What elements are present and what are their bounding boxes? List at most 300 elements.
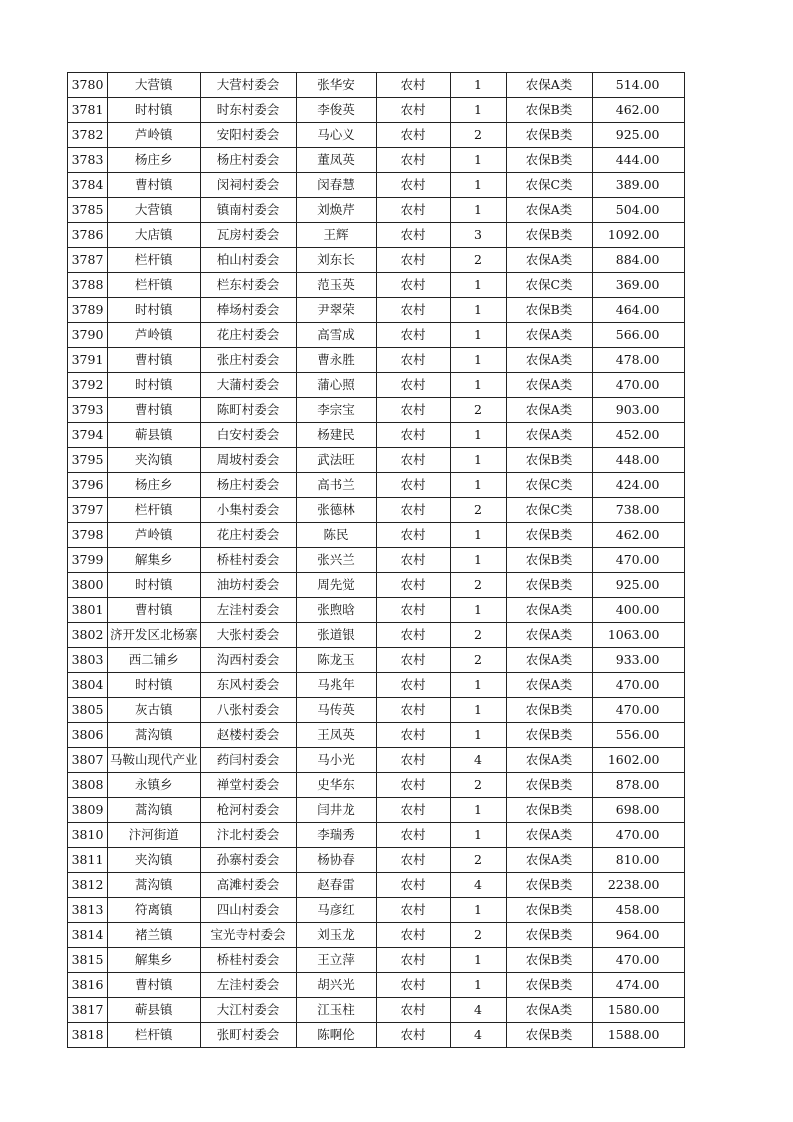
person-name-cell: 蒲心照 [296,373,376,398]
household-count-cell: 1 [450,423,506,448]
household-count-cell: 4 [450,873,506,898]
amount-cell: 1580.00 [592,998,684,1023]
row-number-cell: 3814 [68,923,108,948]
person-name-cell: 刘玉龙 [296,923,376,948]
area-type-cell: 农村 [376,473,450,498]
household-count-cell: 1 [450,548,506,573]
row-number-cell: 3793 [68,398,108,423]
insurance-class-cell: 农保B类 [506,298,592,323]
person-name-cell: 张兴兰 [296,548,376,573]
person-name-cell: 张煦晗 [296,598,376,623]
table-row [68,723,685,748]
person-name-cell: 曹永胜 [296,348,376,373]
area-type-cell: 农村 [376,748,450,773]
household-count-cell: 2 [450,848,506,873]
insurance-class-cell: 农保A类 [506,848,592,873]
row-number-cell: 3799 [68,548,108,573]
row-number-cell: 3805 [68,698,108,723]
table-row [68,898,685,923]
area-type-cell: 农村 [376,73,450,98]
town-cell: 济开发区北杨寨 [108,623,201,648]
person-name-cell: 杨建民 [296,423,376,448]
village-committee-cell: 时东村委会 [200,98,296,123]
person-name-cell: 史华东 [296,773,376,798]
household-count-cell: 1 [450,948,506,973]
town-cell: 褚兰镇 [108,923,201,948]
table-row [68,248,685,273]
town-cell: 符离镇 [108,898,201,923]
area-type-cell: 农村 [376,673,450,698]
household-count-cell: 2 [450,248,506,273]
table-row [68,748,685,773]
row-number-cell: 3812 [68,873,108,898]
row-number-cell: 3780 [68,73,108,98]
area-type-cell: 农村 [376,923,450,948]
village-committee-cell: 左洼村委会 [200,973,296,998]
amount-cell: 566.00 [592,323,684,348]
household-count-cell: 1 [450,373,506,398]
table-row [68,498,685,523]
row-number-cell: 3796 [68,473,108,498]
area-type-cell: 农村 [376,223,450,248]
town-cell: 栏杆镇 [108,248,201,273]
household-count-cell: 1 [450,73,506,98]
amount-cell: 556.00 [592,723,684,748]
town-cell: 永镇乡 [108,773,201,798]
village-committee-cell: 杨庄村委会 [200,148,296,173]
table-row [68,623,685,648]
village-committee-cell: 杨庄村委会 [200,473,296,498]
household-count-cell: 2 [450,398,506,423]
row-number-cell: 3813 [68,898,108,923]
insurance-class-cell: 农保B类 [506,923,592,948]
table-row [68,598,685,623]
village-committee-cell: 高滩村委会 [200,873,296,898]
table-row [68,198,685,223]
area-type-cell: 农村 [376,998,450,1023]
relief-roster-table [67,72,685,1048]
amount-cell: 903.00 [592,398,684,423]
amount-cell: 464.00 [592,298,684,323]
village-committee-cell: 左洼村委会 [200,598,296,623]
household-count-cell: 2 [450,923,506,948]
insurance-class-cell: 农保C类 [506,473,592,498]
household-count-cell: 1 [450,798,506,823]
insurance-class-cell: 农保B类 [506,573,592,598]
insurance-class-cell: 农保B类 [506,448,592,473]
area-type-cell: 农村 [376,598,450,623]
person-name-cell: 马彦红 [296,898,376,923]
amount-cell: 810.00 [592,848,684,873]
insurance-class-cell: 农保A类 [506,198,592,223]
row-number-cell: 3782 [68,123,108,148]
village-committee-cell: 陈町村委会 [200,398,296,423]
amount-cell: 470.00 [592,548,684,573]
amount-cell: 462.00 [592,523,684,548]
area-type-cell: 农村 [376,398,450,423]
table-row [68,323,685,348]
household-count-cell: 1 [450,698,506,723]
area-type-cell: 农村 [376,98,450,123]
household-count-cell: 1 [450,823,506,848]
person-name-cell: 张道银 [296,623,376,648]
amount-cell: 878.00 [592,773,684,798]
village-committee-cell: 桥桂村委会 [200,548,296,573]
household-count-cell: 2 [450,573,506,598]
amount-cell: 444.00 [592,148,684,173]
town-cell: 西二铺乡 [108,648,201,673]
person-name-cell: 马兆年 [296,673,376,698]
row-number-cell: 3803 [68,648,108,673]
table-row [68,73,685,98]
insurance-class-cell: 农保A类 [506,373,592,398]
area-type-cell: 农村 [376,773,450,798]
person-name-cell: 闫井龙 [296,798,376,823]
amount-cell: 470.00 [592,698,684,723]
amount-cell: 470.00 [592,373,684,398]
person-name-cell: 董凤英 [296,148,376,173]
table-row [68,698,685,723]
table-row [68,273,685,298]
town-cell: 蕲县镇 [108,998,201,1023]
insurance-class-cell: 农保A类 [506,823,592,848]
person-name-cell: 尹翠荣 [296,298,376,323]
village-committee-cell: 闵祠村委会 [200,173,296,198]
insurance-class-cell: 农保B类 [506,773,592,798]
table-row [68,148,685,173]
area-type-cell: 农村 [376,723,450,748]
village-committee-cell: 花庄村委会 [200,323,296,348]
person-name-cell: 张德林 [296,498,376,523]
village-committee-cell: 白安村委会 [200,423,296,448]
table-row [68,348,685,373]
table-row [68,298,685,323]
row-number-cell: 3817 [68,998,108,1023]
table-row [68,398,685,423]
table-row [68,448,685,473]
insurance-class-cell: 农保B类 [506,148,592,173]
household-count-cell: 1 [450,273,506,298]
amount-cell: 2238.00 [592,873,684,898]
insurance-class-cell: 农保C类 [506,498,592,523]
table-body [68,73,685,1048]
area-type-cell: 农村 [376,273,450,298]
household-count-cell: 2 [450,498,506,523]
household-count-cell: 1 [450,148,506,173]
table-row [68,923,685,948]
row-number-cell: 3794 [68,423,108,448]
table-row [68,223,685,248]
area-type-cell: 农村 [376,973,450,998]
area-type-cell: 农村 [376,123,450,148]
town-cell: 曹村镇 [108,348,201,373]
amount-cell: 369.00 [592,273,684,298]
person-name-cell: 刘东长 [296,248,376,273]
person-name-cell: 周先觉 [296,573,376,598]
town-cell: 大店镇 [108,223,201,248]
amount-cell: 925.00 [592,573,684,598]
row-number-cell: 3810 [68,823,108,848]
area-type-cell: 农村 [376,448,450,473]
area-type-cell: 农村 [376,698,450,723]
village-committee-cell: 八张村委会 [200,698,296,723]
insurance-class-cell: 农保B类 [506,523,592,548]
town-cell: 时村镇 [108,298,201,323]
insurance-class-cell: 农保C类 [506,273,592,298]
village-committee-cell: 沟西村委会 [200,648,296,673]
household-count-cell: 1 [450,598,506,623]
household-count-cell: 1 [450,973,506,998]
person-name-cell: 李俊英 [296,98,376,123]
person-name-cell: 高书兰 [296,473,376,498]
village-committee-cell: 大江村委会 [200,998,296,1023]
row-number-cell: 3818 [68,1023,108,1048]
table-row [68,848,685,873]
insurance-class-cell: 农保B类 [506,873,592,898]
town-cell: 时村镇 [108,98,201,123]
row-number-cell: 3806 [68,723,108,748]
table-row [68,423,685,448]
table-row [68,473,685,498]
person-name-cell: 李宗宝 [296,398,376,423]
household-count-cell: 2 [450,623,506,648]
area-type-cell: 农村 [376,1023,450,1048]
insurance-class-cell: 农保C类 [506,173,592,198]
household-count-cell: 4 [450,1023,506,1048]
insurance-class-cell: 农保A类 [506,73,592,98]
table-row [68,648,685,673]
insurance-class-cell: 农保A类 [506,598,592,623]
household-count-cell: 1 [450,198,506,223]
town-cell: 马鞍山现代产业 [108,748,201,773]
row-number-cell: 3802 [68,623,108,648]
amount-cell: 698.00 [592,798,684,823]
table-row [68,948,685,973]
row-number-cell: 3791 [68,348,108,373]
row-number-cell: 3816 [68,973,108,998]
insurance-class-cell: 农保A类 [506,423,592,448]
town-cell: 夹沟镇 [108,448,201,473]
town-cell: 芦岭镇 [108,123,201,148]
village-committee-cell: 孙寨村委会 [200,848,296,873]
insurance-class-cell: 农保A类 [506,673,592,698]
household-count-cell: 1 [450,323,506,348]
insurance-class-cell: 农保B类 [506,698,592,723]
person-name-cell: 杨协春 [296,848,376,873]
amount-cell: 424.00 [592,473,684,498]
insurance-class-cell: 农保B类 [506,723,592,748]
area-type-cell: 农村 [376,798,450,823]
area-type-cell: 农村 [376,623,450,648]
area-type-cell: 农村 [376,823,450,848]
household-count-cell: 1 [450,98,506,123]
row-number-cell: 3795 [68,448,108,473]
town-cell: 灰古镇 [108,698,201,723]
amount-cell: 400.00 [592,598,684,623]
amount-cell: 470.00 [592,948,684,973]
village-committee-cell: 大蒲村委会 [200,373,296,398]
town-cell: 夹沟镇 [108,848,201,873]
town-cell: 曹村镇 [108,598,201,623]
area-type-cell: 农村 [376,548,450,573]
row-number-cell: 3804 [68,673,108,698]
household-count-cell: 2 [450,773,506,798]
amount-cell: 470.00 [592,673,684,698]
village-committee-cell: 安阳村委会 [200,123,296,148]
amount-cell: 474.00 [592,973,684,998]
area-type-cell: 农村 [376,298,450,323]
table-row [68,673,685,698]
household-count-cell: 1 [450,298,506,323]
amount-cell: 462.00 [592,98,684,123]
village-committee-cell: 宝光寺村委会 [200,923,296,948]
village-committee-cell: 汴北村委会 [200,823,296,848]
amount-cell: 1602.00 [592,748,684,773]
table-row [68,173,685,198]
area-type-cell: 农村 [376,898,450,923]
insurance-class-cell: 农保B类 [506,223,592,248]
village-committee-cell: 周坡村委会 [200,448,296,473]
insurance-class-cell: 农保B类 [506,548,592,573]
household-count-cell: 1 [450,173,506,198]
insurance-class-cell: 农保A类 [506,348,592,373]
amount-cell: 738.00 [592,498,684,523]
village-committee-cell: 柏山村委会 [200,248,296,273]
amount-cell: 452.00 [592,423,684,448]
village-committee-cell: 瓦房村委会 [200,223,296,248]
insurance-class-cell: 农保B类 [506,948,592,973]
household-count-cell: 1 [450,348,506,373]
person-name-cell: 陈啊伦 [296,1023,376,1048]
area-type-cell: 农村 [376,523,450,548]
amount-cell: 925.00 [592,123,684,148]
town-cell: 蒿沟镇 [108,873,201,898]
town-cell: 时村镇 [108,673,201,698]
row-number-cell: 3815 [68,948,108,973]
village-committee-cell: 禅堂村委会 [200,773,296,798]
table-row [68,98,685,123]
amount-cell: 964.00 [592,923,684,948]
person-name-cell: 马心义 [296,123,376,148]
amount-cell: 478.00 [592,348,684,373]
insurance-class-cell: 农保B类 [506,98,592,123]
person-name-cell: 闵春慧 [296,173,376,198]
town-cell: 曹村镇 [108,398,201,423]
table-row [68,798,685,823]
town-cell: 大营镇 [108,198,201,223]
town-cell: 时村镇 [108,373,201,398]
area-type-cell: 农村 [376,873,450,898]
insurance-class-cell: 农保B类 [506,798,592,823]
town-cell: 杨庄乡 [108,473,201,498]
table-row [68,773,685,798]
village-committee-cell: 四山村委会 [200,898,296,923]
town-cell: 芦岭镇 [108,523,201,548]
area-type-cell: 农村 [376,373,450,398]
household-count-cell: 4 [450,748,506,773]
row-number-cell: 3800 [68,573,108,598]
village-committee-cell: 大张村委会 [200,623,296,648]
household-count-cell: 1 [450,723,506,748]
area-type-cell: 农村 [376,648,450,673]
village-committee-cell: 枪河村委会 [200,798,296,823]
table-row [68,998,685,1023]
village-committee-cell: 张庄村委会 [200,348,296,373]
amount-cell: 389.00 [592,173,684,198]
person-name-cell: 王立萍 [296,948,376,973]
village-committee-cell: 小集村委会 [200,498,296,523]
village-committee-cell: 油坊村委会 [200,573,296,598]
town-cell: 蕲县镇 [108,423,201,448]
amount-cell: 933.00 [592,648,684,673]
person-name-cell: 江玉柱 [296,998,376,1023]
row-number-cell: 3801 [68,598,108,623]
insurance-class-cell: 农保A类 [506,748,592,773]
town-cell: 杨庄乡 [108,148,201,173]
table-row [68,123,685,148]
table-row [68,573,685,598]
table-row [68,973,685,998]
town-cell: 解集乡 [108,948,201,973]
row-number-cell: 3807 [68,748,108,773]
household-count-cell: 2 [450,648,506,673]
insurance-class-cell: 农保B类 [506,1023,592,1048]
household-count-cell: 1 [450,673,506,698]
village-committee-cell: 药闫村委会 [200,748,296,773]
person-name-cell: 马小光 [296,748,376,773]
insurance-class-cell: 农保A类 [506,998,592,1023]
person-name-cell: 赵春雷 [296,873,376,898]
insurance-class-cell: 农保A类 [506,623,592,648]
table-row [68,873,685,898]
table-row [68,523,685,548]
town-cell: 栏杆镇 [108,273,201,298]
amount-cell: 514.00 [592,73,684,98]
village-committee-cell: 桥桂村委会 [200,948,296,973]
town-cell: 蒿沟镇 [108,798,201,823]
person-name-cell: 陈民 [296,523,376,548]
household-count-cell: 2 [450,123,506,148]
person-name-cell: 王凤英 [296,723,376,748]
amount-cell: 448.00 [592,448,684,473]
person-name-cell: 李瑞秀 [296,823,376,848]
row-number-cell: 3787 [68,248,108,273]
person-name-cell: 武法旺 [296,448,376,473]
area-type-cell: 农村 [376,348,450,373]
village-committee-cell: 花庄村委会 [200,523,296,548]
town-cell: 栏杆镇 [108,498,201,523]
area-type-cell: 农村 [376,498,450,523]
row-number-cell: 3792 [68,373,108,398]
table-row [68,823,685,848]
town-cell: 蒿沟镇 [108,723,201,748]
village-committee-cell: 栏东村委会 [200,273,296,298]
village-committee-cell: 棒场村委会 [200,298,296,323]
area-type-cell: 农村 [376,173,450,198]
village-committee-cell: 大营村委会 [200,73,296,98]
row-number-cell: 3809 [68,798,108,823]
person-name-cell: 马传英 [296,698,376,723]
town-cell: 汴河街道 [108,823,201,848]
town-cell: 时村镇 [108,573,201,598]
amount-cell: 1063.00 [592,623,684,648]
person-name-cell: 范玉英 [296,273,376,298]
town-cell: 栏杆镇 [108,1023,201,1048]
area-type-cell: 农村 [376,848,450,873]
row-number-cell: 3789 [68,298,108,323]
household-count-cell: 4 [450,998,506,1023]
table-row [68,548,685,573]
